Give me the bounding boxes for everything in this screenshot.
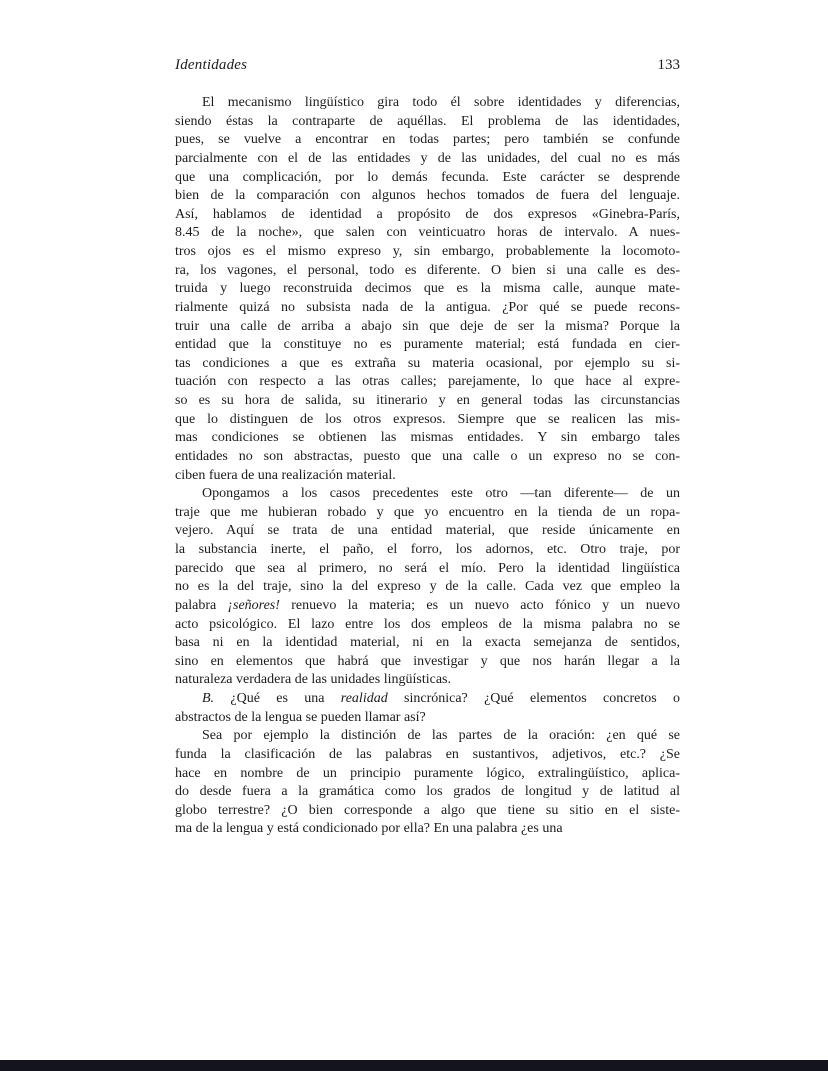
text-line: truida y luego reconstruida decimos que es la misma calle, aunque mate- xyxy=(175,281,680,297)
text-line: mas condiciones se obtienen las mismas entidades. Y sin embargo tales xyxy=(175,430,680,446)
text-line: tros ojos es el mismo expreso y, sin embargo, probablemente la locomoto- xyxy=(175,244,680,259)
text-line: traje que me hubieran robado y que yo encuentro en la tienda de un ropa- xyxy=(175,504,680,520)
text-line: Opongamos a los casos precedentes este otro —tan diferente— de un xyxy=(202,486,680,502)
text-line: B. ¿Qué es una realidad sincrónica? ¿Qué elementos concretos o xyxy=(202,691,681,706)
text-line: ciben fuera de una realización material. xyxy=(175,467,396,483)
text-line: entidad que la constituye no es puramente material; está fundada en cier- xyxy=(175,337,680,353)
text-line: Así, hablamos de identidad a propósito de dos expresos «Ginebra-París, xyxy=(175,206,680,222)
text-line: 8.45 de la noche», que salen con veinticuatro horas de intervalo. A nues- xyxy=(175,225,680,241)
text-line: hace en nombre de un principio puramente lógico, extralingüístico, aplica- xyxy=(175,765,680,781)
paragraph xyxy=(175,727,680,839)
text-line: parecido que sea al primero, no será el mío. Pero la identidad lingüística xyxy=(175,560,680,576)
text-line: palabra ¡señores! renuevo la materia; es un nuevo acto fónico y un nuevo xyxy=(175,597,680,613)
text-line: bien de la comparación con algunos hechos tomados de fuera del lenguaje. xyxy=(175,188,680,204)
text-line: acto psicológico. El lazo entre los dos empleos de la misma palabra no se xyxy=(175,616,680,632)
text-line: vejero. Aquí se trata de una entidad material, que reside únicamente en xyxy=(175,523,680,539)
text-line: naturaleza verdadera de las unidades lingüísticas. xyxy=(175,672,451,688)
text-line: no es la del traje, sino la del expreso y de la calle. Cada vez que empleo la xyxy=(175,579,680,595)
text-line: globo terrestre? ¿O bien corresponde a algo que tiene su sitio en el siste- xyxy=(175,802,680,818)
text-line: basa ni en la identidad material, ni en la exacta semejanza de sentidos, xyxy=(175,635,680,651)
text-line: que lo distinguen de los otros expresos. Siempre que se realicen las mis- xyxy=(175,411,680,427)
text-line: so es su hora de salida, su itinerario y en general todas las circunstancias xyxy=(175,393,680,408)
paragraph xyxy=(175,94,680,485)
text-line: siendo éstas la contraparte de aquéllas. El problema de las identidades, xyxy=(175,113,680,129)
text-line: tuación con respecto a las otras calles; parejamente, lo que hace al expre- xyxy=(175,374,680,390)
text-line: sino en elementos que habrá que investigar y que nos harán llegar a la xyxy=(175,653,680,669)
text-line: ra, los vagones, el personal, todo es diferente. O bien si una calle es des- xyxy=(175,262,680,278)
text-line: tas condiciones a que es extraña su materia ocasional, por ejemplo su si- xyxy=(175,355,680,371)
scan-edge-bar xyxy=(0,1060,828,1071)
text-line: abstractos de la lengua se pueden llamar así? xyxy=(175,709,426,725)
page-header xyxy=(175,57,680,74)
text-line: do desde fuera a la gramática como los grados de longitud y de latitud al xyxy=(175,784,680,800)
paragraph xyxy=(175,690,680,727)
text-line: Sea por ejemplo la distinción de las partes de la oración: ¿en qué se xyxy=(202,728,680,744)
text-line: pues, se vuelve a encontrar en todas partes; pero también se confunde xyxy=(175,132,680,148)
text-line: que una complicación, por lo demás fecunda. Este carácter se desprende xyxy=(175,169,680,185)
text-line: ma de la lengua y está condicionado por ella? En una palabra ¿es una xyxy=(175,821,563,837)
text-line: parcialmente con el de las entidades y de las unidades, del cual no es más xyxy=(175,150,680,166)
text-line: entidades no son abstractas, puesto que una calle o un expreso no se con- xyxy=(175,448,680,464)
running-title: Identidades xyxy=(175,57,248,73)
text-line: truir una calle de arriba a abajo sin que deje de ser la misma? Porque la xyxy=(175,318,680,334)
text-line: El mecanismo lingüístico gira todo él sobre identidades y diferencias, xyxy=(202,95,680,110)
text-line: la substancia inerte, el paño, el forro, los adornos, etc. Otro traje, por xyxy=(175,542,680,557)
paragraph xyxy=(175,485,680,690)
page-number: 133 xyxy=(657,57,680,73)
text-line: funda la clasificación de las palabras en sustantivos, adjetivos, etc.? ¿Se xyxy=(175,746,680,762)
body-text xyxy=(175,94,680,839)
text-line: rialmente quizá no subsista nada de la antigua. ¿Por qué se puede recons- xyxy=(175,299,680,315)
